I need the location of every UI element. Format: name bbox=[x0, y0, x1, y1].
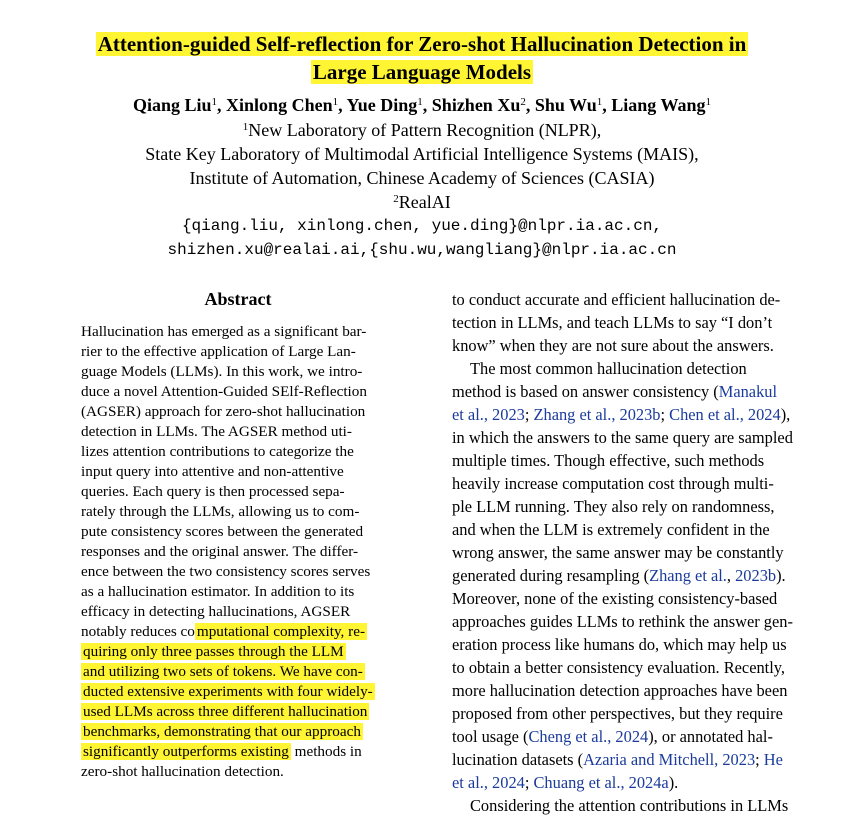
title-line-2: Large Language Models bbox=[312, 60, 532, 84]
body-line: to obtain a better consistency evaluation. Recently, bbox=[452, 658, 786, 677]
plain-text: ; bbox=[660, 405, 670, 424]
plain-text: lucination datasets ( bbox=[452, 750, 584, 769]
plain-text: ; bbox=[524, 773, 534, 792]
author-affiliation-mark: 1 bbox=[705, 96, 711, 108]
plain-text: ). bbox=[776, 566, 786, 585]
affiliation-1-line-2: State Key Laboratory of Multimodal Artificial Intelligence Systems (MAIS), bbox=[145, 144, 699, 164]
plain-text: ), or annotated hal- bbox=[648, 727, 773, 746]
affiliation-1-line-1 bbox=[0, 118, 844, 142]
body-line: tection in LLMs, and teach LLMs to say “I don’t bbox=[452, 313, 773, 332]
author-affiliation-mark: 2 bbox=[520, 96, 526, 108]
body-line: more hallucination detection approaches have been bbox=[452, 681, 788, 700]
body-line: approaches guides LLMs to rethink the answer gen- bbox=[452, 612, 793, 631]
abstract-line: lizes attention contributions to categorize the bbox=[81, 443, 354, 460]
plain-text: tool usage ( bbox=[452, 727, 529, 746]
body-line: wrong answer, the same answer may be constantly bbox=[452, 543, 784, 562]
citation-link[interactable]: Chuang et al., 2024a bbox=[533, 773, 669, 792]
abstract-line: rier to the effective application of Large Lan- bbox=[81, 343, 356, 360]
body-line bbox=[452, 748, 783, 771]
title-line-1: Attention-guided Self-reflection for Zero-shot Hallucination Detection in bbox=[97, 32, 747, 56]
body-line bbox=[452, 771, 678, 794]
abstract-line: duce a novel Attention-Guided SElf-Reflection bbox=[81, 383, 367, 400]
plain-text: ). bbox=[668, 773, 679, 792]
abstract-line: Hallucination has emerged as a significant bar- bbox=[81, 323, 367, 340]
body-line: to conduct accurate and efficient hallucination de- bbox=[452, 290, 781, 309]
highlighted-text: mputational complexity, re- bbox=[196, 623, 366, 640]
author-name: Liang Wang bbox=[611, 95, 706, 115]
abstract-line bbox=[81, 642, 346, 662]
abstract-line: queries. Each query is then processed sepa- bbox=[81, 483, 345, 500]
plain-text: ; bbox=[755, 750, 764, 769]
abstract-line bbox=[81, 742, 362, 762]
author-name: Xinlong Chen bbox=[226, 95, 333, 115]
abstract-line bbox=[81, 702, 369, 722]
citation-link[interactable]: 2023b bbox=[735, 566, 777, 585]
body-line bbox=[452, 725, 773, 748]
abstract-line bbox=[81, 682, 375, 702]
email-line-1[interactable]: {qiang.liu, xinlong.chen, yue.ding}@nlpr.ia.ac.cn, bbox=[181, 217, 663, 235]
email-line-2[interactable]: shizhen.xu@realai.ai,{shu.wu,wangliang}@nlpr.ia.ac.cn bbox=[167, 241, 677, 259]
highlighted-text: significantly outperforms existing bbox=[83, 743, 289, 760]
body-line: Moreover, none of the existing consistency-based bbox=[452, 589, 778, 608]
highlighted-text: ducted extensive experiments with four widely- bbox=[83, 683, 373, 700]
body-line: multiple times. Though effective, such methods bbox=[452, 451, 765, 470]
plain-text: , bbox=[726, 566, 736, 585]
plain-text: methods in bbox=[290, 743, 362, 760]
body-line bbox=[452, 380, 777, 403]
body-line: in which the answers to the same query are sampled bbox=[452, 428, 793, 447]
plain-text: notably reduces co bbox=[81, 623, 195, 640]
author-affiliation-mark: 1 bbox=[417, 96, 423, 108]
abstract-line bbox=[81, 662, 365, 682]
highlighted-text: and utilizing two sets of tokens. We have con- bbox=[83, 663, 363, 680]
affiliation-text: RealAI bbox=[398, 192, 451, 212]
abstract-line: pute consistency scores between the generated bbox=[81, 523, 364, 540]
author-name: Shizhen Xu bbox=[431, 95, 521, 115]
author-affiliation-mark: 1 bbox=[332, 96, 339, 108]
author-affiliation-mark: 1 bbox=[211, 96, 218, 108]
highlighted-text: benchmarks, demonstrating that our approach bbox=[83, 723, 361, 740]
citation-link[interactable]: Cheng et al., 2024 bbox=[528, 727, 649, 746]
body-line: The most common hallucination detection bbox=[470, 359, 747, 378]
body-line: eration process like humans do, which may help us bbox=[452, 635, 787, 654]
affiliation-2 bbox=[0, 190, 844, 214]
author-list: Qiang Liu$^1$, Xinlong Chen$^1$, Yue Ding$^1$, Shizhen Xu$^2$, Shu Wu$^1$, Liang Wang$^1$ bbox=[133, 95, 711, 115]
abstract-line: responses and the original answer. The differ- bbox=[81, 543, 359, 560]
abstract-line: ence between the two consistency scores serves bbox=[81, 563, 371, 580]
body-line: and when the LLM is extremely confident in the bbox=[452, 520, 770, 539]
affiliation-text: New Laboratory of Pattern Recognition (NLPR), bbox=[248, 120, 602, 140]
body-line: know” when they are not sure about the answers. bbox=[452, 336, 774, 355]
citation-link[interactable]: et al., 2024 bbox=[452, 773, 525, 792]
abstract-heading: Abstract bbox=[204, 289, 272, 309]
plain-text: ; bbox=[524, 405, 534, 424]
abstract-line bbox=[81, 722, 363, 742]
abstract-line: guage Models (LLMs). In this work, we intro- bbox=[81, 363, 363, 380]
citation-link[interactable]: Zhang et al. bbox=[649, 566, 727, 585]
highlighted-text: quiring only three passes through the LLM bbox=[83, 643, 344, 660]
citation-link[interactable]: Zhang et al., 2023b bbox=[533, 405, 661, 424]
body-line: ple LLM running. They also rely on randomness, bbox=[452, 497, 775, 516]
abstract-line: efficacy in detecting hallucinations, AGSER bbox=[81, 603, 351, 620]
abstract-line: (AGSER) approach for zero-shot hallucination bbox=[81, 403, 366, 420]
body-line bbox=[452, 403, 790, 426]
abstract-line: input query into attentive and non-attentive bbox=[81, 463, 344, 480]
author-name: Shu Wu bbox=[534, 95, 597, 115]
paper-title bbox=[40, 30, 804, 86]
body-line: Considering the attention contributions in LLMs bbox=[470, 796, 789, 815]
citation-link[interactable]: et al., 2023 bbox=[452, 405, 525, 424]
citation-link[interactable]: Azaria and Mitchell, 2023 bbox=[583, 750, 756, 769]
abstract-line: as a hallucination estimator. In addition to its bbox=[81, 583, 355, 600]
body-line: heavily increase computation cost through multi- bbox=[452, 474, 774, 493]
body-line: proposed from other perspectives, but they require bbox=[452, 704, 783, 723]
affiliation-1-line-3: Institute of Automation, Chinese Academy of Sciences (CASIA) bbox=[189, 168, 655, 188]
citation-link[interactable]: He bbox=[763, 750, 783, 769]
abstract-line bbox=[81, 622, 367, 642]
affiliation-number: 2 bbox=[393, 193, 399, 205]
author-name: Qiang Liu bbox=[133, 95, 212, 115]
abstract-line: detection in LLMs. The AGSER method uti- bbox=[81, 423, 352, 440]
highlighted-text: used LLMs across three different hallucination bbox=[83, 703, 368, 720]
plain-text: ), bbox=[780, 405, 791, 424]
plain-text: generated during resampling ( bbox=[452, 566, 650, 585]
affiliation-number: 1 bbox=[242, 121, 249, 133]
abstract-line: rately through the LLMs, allowing us to com- bbox=[81, 503, 360, 520]
citation-link[interactable]: Chen et al., 2024 bbox=[669, 405, 781, 424]
author-name: Yue Ding bbox=[346, 95, 418, 115]
plain-text: method is based on answer consistency ( bbox=[452, 382, 719, 401]
abstract-line: zero-shot hallucination detection. bbox=[81, 763, 284, 780]
author-affiliation-mark: 1 bbox=[596, 96, 603, 108]
body-line bbox=[452, 564, 786, 587]
citation-link[interactable]: Manakul bbox=[718, 382, 778, 401]
